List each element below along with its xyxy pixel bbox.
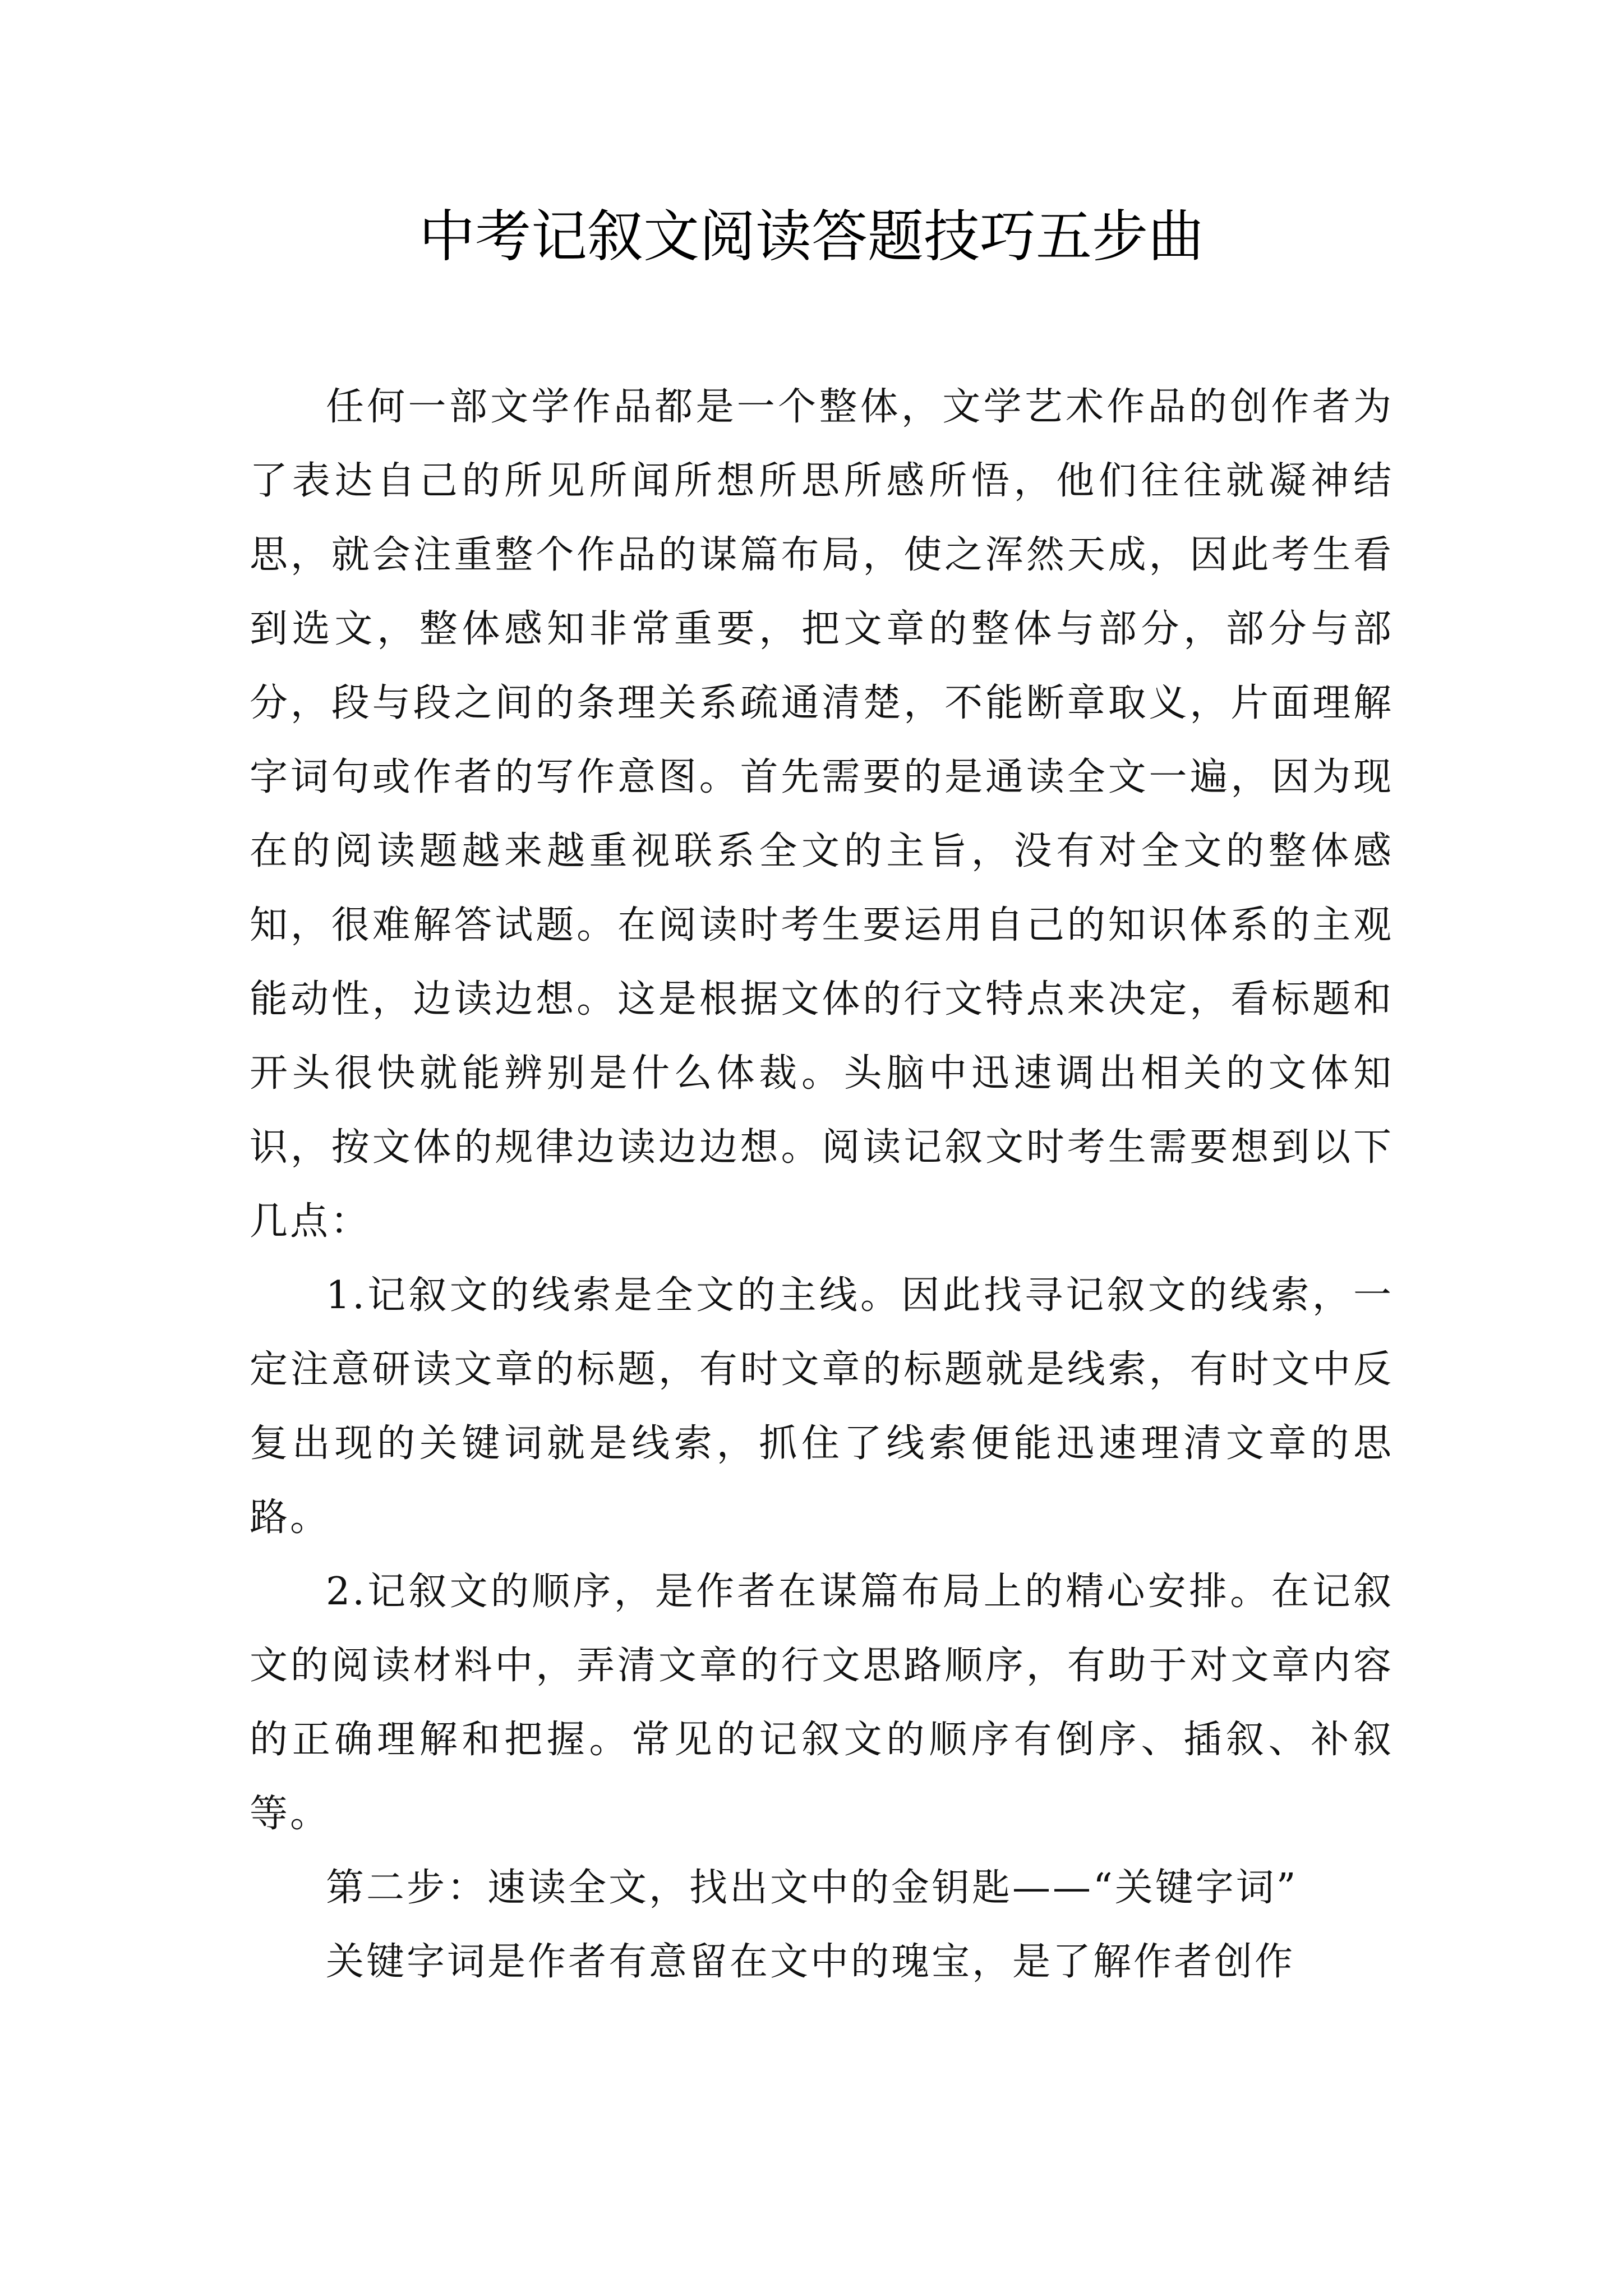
paragraph-point-2: 2.记叙文的顺序，是作者在谋篇布局上的精心安排。在记叙文的阅读材料中，弄清文章的行文思路顺序，有助于对文章内容的正确理解和把握。常见的记叙文的顺序有倒序、插叙、补叙等。	[250, 1570, 1394, 1836]
paragraph-intro: 任何一部文学作品都是一个整体，文学艺术作品的创作者为了表达自己的所见所闻所想所思所感所悟，他们往往就凝神结思，就会注重整个作品的谋篇布局，使之浑然天成，因此考生看到选文，整体感知非常重要，把文章的整体与部分，部分与部分，段与段之间的条理关系疏通清楚，不能断章取义，片面理解字词句或作者的写作意图。首先需要的是通读全文一遍，因为现在的阅读题越来越重视联系全文的主旨，没有对全文的整体感知，很难解答试题。在阅读时考生要运用自己的知识体系的主观能动性，边读边想。这是根据文体的行文特点来决定，看标题和开头很快就能辨别是什么体裁。头脑中迅速调出相关的文体知识，按文体的规律边读边边想。阅读记叙文时考生需要想到以下几点：	[250, 385, 1394, 1244]
document-title: 中考记叙文阅读答题技巧五步曲	[419, 204, 1204, 269]
paragraph-keywords: 关键字词是作者有意留在文中的瑰宝，是了解作者创作	[326, 1940, 1295, 1984]
document-body	[250, 370, 1394, 1999]
step-two-heading: 第二步：速读全文，找出文中的金钥匙——“关键字词”	[326, 1866, 1298, 1910]
paragraph-point-1: 1.记叙文的线索是全文的主线。因此找寻记叙文的线索，一定注意研读文章的标题，有时文章的标题就是线索，有时文中反复出现的关键词就是线索，抓住了线索便能迅速理清文章的思路。	[250, 1273, 1394, 1540]
